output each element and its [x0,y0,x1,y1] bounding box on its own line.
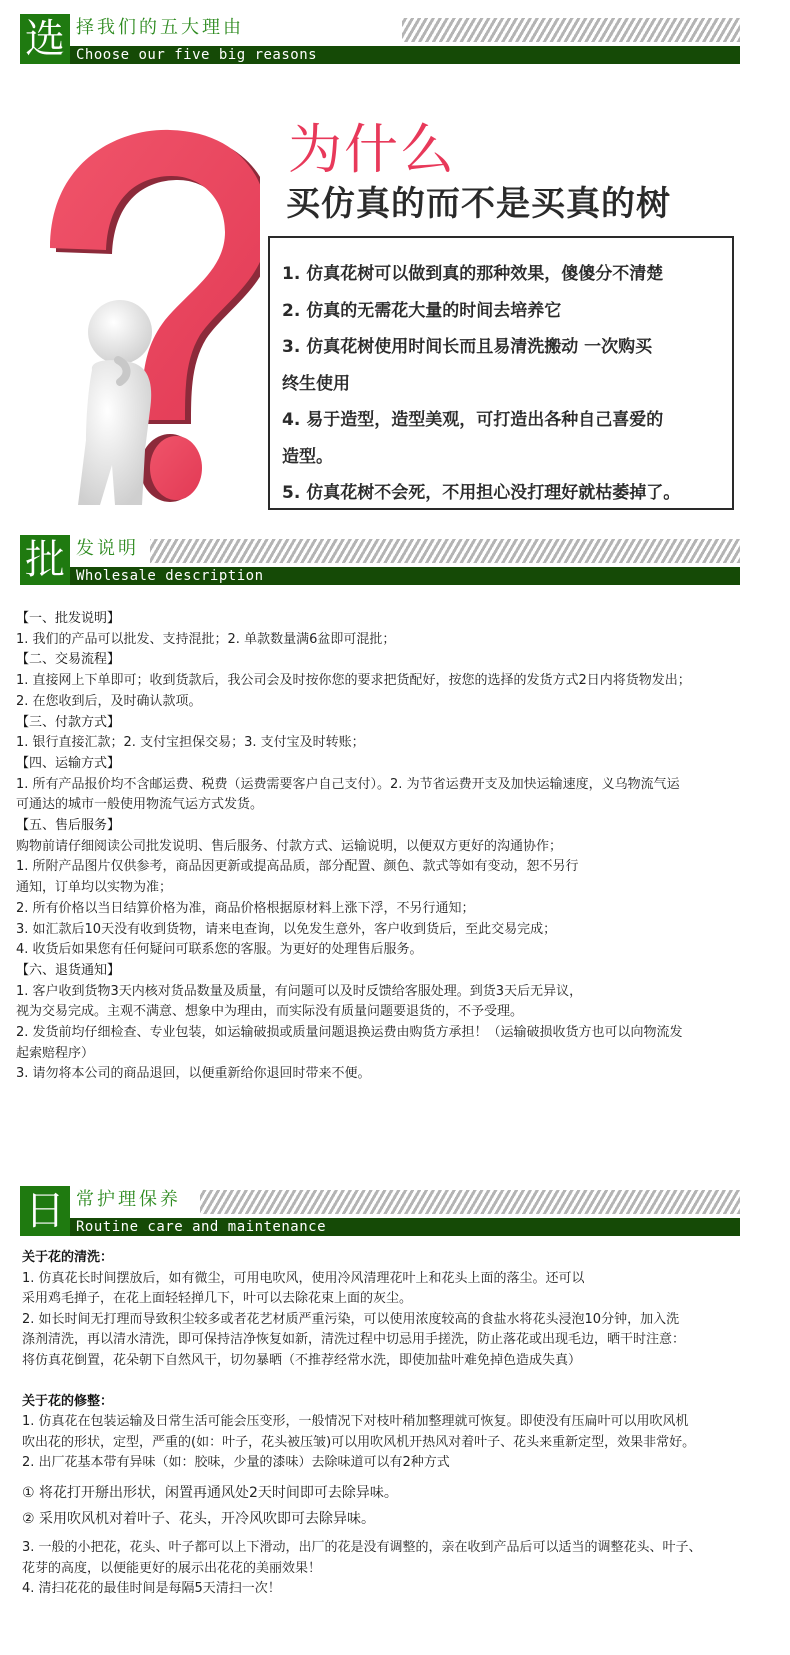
text-line: 1. 直接网上下单即可；收到货款后，我公司会及时按你您的要求把货配好，按您的选择的发货方式2日内将货物发出； [16,673,691,689]
reason-item: 1. 仿真花树可以做到真的那种效果，傻傻分不清楚 [282,264,664,284]
section-title-en: Wholesale description [70,567,740,585]
wholesale-description [16,609,776,1085]
section-initial-char: 日 [20,1186,70,1236]
stripe-decoration [200,1190,740,1214]
text-line: 2. 所有价格以当日结算价格为准，商品价格根据原材料上涨下浮，不另行通知； [16,900,475,916]
section-title-cn: 常护理保养 [76,1189,181,1210]
text-line: 3. 如汇款后10天没有收到货物，请来电查询，以免发生意外，客户收到货后，至此交易完成； [16,921,557,937]
reason-item: 5. 仿真花树不会死，不用担心没打理好就枯萎掉了。 [282,483,681,503]
subsection-heading: 【五、售后服务】 [16,818,121,834]
text-line: 可通达的城市一般使用物流气运方式发货。 [16,797,264,813]
text-line: 1. 银行直接汇款；2. 支付宝担保交易；3. 支付宝及时转账； [16,735,365,751]
method-item: ② 采用吹风机对着叶子、花头，开冷风吹即可去除异味。 [22,1510,375,1527]
text-line: 1. 我们的产品可以批发、支持混批；2. 单款数量满6盆即可混批； [16,631,396,647]
text-line: 视为交易完成。主观不满意、想象中为理由，而实际没有质量问题要退货的，不予受理。 [16,1004,524,1020]
text-line: 1. 所附产品图片仅供参考，商品因更新或提高品质，部分配置、颜色、款式等如有变动，恕不另行 [16,859,579,875]
subsection-heading: 【六、退货通知】 [16,962,121,978]
why-title: 为什么 [288,118,456,181]
text-line: 4. 收货后如果您有任何疑问可联系您的客服。为更好的处理售后服务。 [16,942,423,958]
section-header-care [20,1186,740,1238]
care-instructions [22,1248,782,1600]
section-header-reasons [20,14,740,66]
reason-item: 4. 易于造型，造型美观，可打造出各种自己喜爱的 [282,410,664,430]
text-line: 1. 仿真花长时间摆放后，如有微尘，可用电吹风，使用冷风清理花叶上和花头上面的落尘。还可以 [22,1270,585,1286]
text-line: 2. 出厂花基本带有异味（如：胶味，少量的漆味）去除味道可以有2种方式 [22,1455,450,1471]
text-line: 采用鸡毛掸子，在花上面轻轻掸几下，叶可以去除花束上面的灰尘。 [22,1291,413,1307]
reason-item: 3. 仿真花树使用时间长而且易清洗搬动 一次购买 [282,337,653,357]
subsection-heading: 【二、交易流程】 [16,652,121,668]
section-initial-char: 批 [20,535,70,585]
reason-item: 2. 仿真的无需花大量的时间去培养它 [282,300,562,321]
text-line: 通知，订单均以实物为准； [16,880,173,896]
text-line: 花芽的高度，以便能更好的展示出花花的美丽效果！ [22,1560,322,1576]
section-title-en: Routine care and maintenance [70,1218,740,1236]
method-item: ① 将花打开掰出形状，闲置再通风处2天时间即可去除异味。 [22,1484,398,1501]
stripe-decoration [150,539,740,563]
stripe-decoration [402,18,740,42]
question-mark-figure-icon [20,120,260,510]
text-line: 将仿真花倒置，花朵朝下自然风干，切勿暴晒（不推荐经常水洗，即使加盐叶难免掉色造成失真） [22,1352,582,1368]
reason-item-cont: 终生使用 [282,373,350,394]
section-title-cn: 发说明 [76,538,139,559]
text-line: 2. 发货前均仔细检查、专业包装，如运输破损或质量问题退换运费由购货方承担！（运输破损收货方也可以向物流发 [16,1025,683,1041]
cleaning-heading: 关于花的清洗： [22,1250,114,1265]
text-line: 1. 仿真花在包装运输及日常生活可能会压变形，一般情况下对枝叶稍加整理就可恢复。即使没有压扁叶可以用吹风机 [22,1414,689,1430]
trimming-heading: 关于花的修整： [22,1393,114,1409]
section-header-wholesale [20,535,740,587]
text-line: 3. 请勿将本公司的商品退回，以便重新给你退回时带来不便。 [16,1066,371,1082]
text-line: 4. 清扫花花的最佳时间是每隔5天清扫一次！ [22,1581,281,1597]
text-line: 3. 一般的小把花，花头、叶子都可以上下滑动，出厂的花是没有调整的，亲在收到产品后可以适当的调整花头、叶子、 [22,1539,702,1555]
text-line: 吹出花的形状，定型，严重的(如：叶子，花头被压皱)可以用吹风机开热风对着叶子、花头来重新定型，效果非常好。 [22,1434,696,1450]
reasons-list-box [268,236,734,510]
subsection-heading: 【一、批发说明】 [16,611,121,626]
subsection-heading: 【四、运输方式】 [16,755,121,771]
subsection-heading: 【三、付款方式】 [16,714,121,730]
text-line: 涤剂清洗，再以清水清洗，即可保持洁净恢复如新，清洗过程中切忌用手搓洗，防止落花或出现毛边，晒干时注意： [22,1332,686,1348]
text-line: 2. 在您收到后，及时确认款项。 [16,693,202,709]
section-title-cn: 择我们的五大理由 [76,17,244,38]
text-line: 2. 如长时间无打理而导致积尘较多或者花艺材质严重污染，可以使用浓度较高的食盐水将花头浸泡10分钟，加入洗 [22,1311,680,1327]
text-line: 1. 所有产品报价均不含邮运费、税费（运费需要客户自己支付）。2. 为节省运费开支及加快运输速度，义乌物流气运 [16,776,680,792]
section-title-en: Choose our five big reasons [70,46,740,64]
text-line: 1. 客户收到货物3天内核对货品数量及质量，有问题可以及时反馈给客服处理。到货3天后无异议， [16,983,583,999]
why-subtitle: 买仿真的而不是买真的树 [286,184,671,224]
text-line: 购物前请仔细阅读公司批发说明、售后服务、付款方式、运输说明，以便双方更好的沟通协作； [16,838,563,854]
section-initial-char: 选 [20,14,70,64]
reason-item-cont: 造型。 [282,446,333,467]
text-line: 起索赔程序） [16,1045,95,1061]
